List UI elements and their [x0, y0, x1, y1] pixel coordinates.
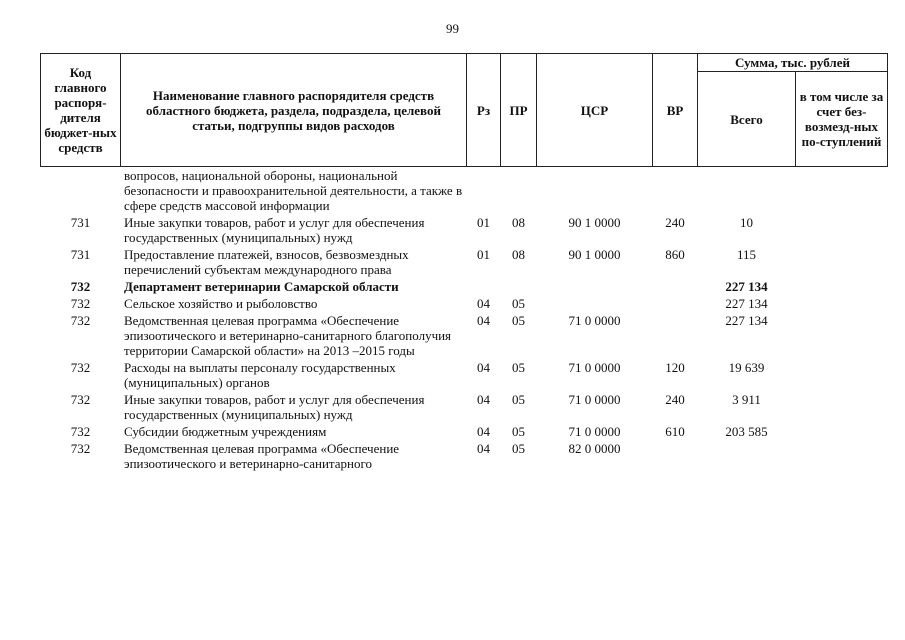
row-code: 732: [70, 296, 91, 311]
row-code: 732: [70, 441, 91, 456]
table-row: [41, 359, 888, 391]
header-rz: Рз: [467, 54, 501, 167]
row-vr: [653, 312, 698, 359]
table-row: [41, 167, 888, 215]
row-name: Иные закупки товаров, работ и услуг для обеспечения государственных (муниципальных) нужд: [124, 215, 425, 245]
row-pr: 05: [512, 441, 525, 456]
row-vr: 240: [665, 392, 685, 407]
row-free: [796, 214, 888, 246]
row-pr: 05: [512, 392, 525, 407]
row-name: Расходы на выплаты персоналу государственных (муниципальных) органов: [124, 360, 396, 390]
table-row: [41, 440, 888, 472]
row-free: [796, 391, 888, 423]
row-rz: 01: [477, 247, 490, 262]
row-pr: 05: [512, 313, 525, 328]
row-total: [698, 440, 796, 472]
table-row: [41, 312, 888, 359]
row-name: Департамент ветеринарии Самарской области: [124, 279, 399, 294]
row-total: 19 639: [728, 360, 765, 375]
row-vr: [653, 278, 698, 295]
table-row: [41, 278, 888, 295]
row-total: 203 585: [725, 424, 768, 439]
row-pr: 05: [512, 296, 525, 311]
row-code: 732: [70, 279, 91, 294]
row-pr: 05: [512, 424, 525, 439]
row-vr: 120: [665, 360, 685, 375]
row-rz: 04: [477, 392, 490, 407]
table-row: [41, 246, 888, 278]
row-pr: [501, 167, 537, 215]
row-csr: [537, 167, 653, 215]
row-name: Ведомственная целевая программа «Обеспечение эпизоотического и ветеринарно-санитарного: [124, 441, 400, 471]
row-total: 3 911: [732, 392, 761, 407]
row-csr: [537, 278, 653, 295]
row-code: 731: [70, 215, 91, 230]
row-rz: 04: [477, 296, 490, 311]
row-csr: 71 0 0000: [568, 313, 621, 328]
row-csr: 71 0 0000: [568, 360, 621, 375]
row-vr: 860: [665, 247, 685, 262]
row-code: 732: [70, 424, 91, 439]
row-free: [796, 295, 888, 312]
row-free: [796, 440, 888, 472]
row-total: 227 134: [725, 296, 768, 311]
row-pr: 05: [512, 360, 525, 375]
row-csr: 90 1 0000: [568, 215, 621, 230]
row-code: [41, 167, 121, 215]
row-vr: 240: [665, 215, 685, 230]
row-total: 227 134: [725, 279, 768, 294]
table-row: [41, 295, 888, 312]
row-total: 10: [740, 215, 753, 230]
row-free: [796, 312, 888, 359]
row-pr: 08: [512, 215, 525, 230]
header-csr: ЦСР: [537, 54, 653, 167]
row-vr: [653, 295, 698, 312]
row-name: Ведомственная целевая программа «Обеспечение эпизоотического и ветеринарно-санитарного благополучия территории Самарской области» на 2013 –2015 годы: [124, 313, 452, 358]
row-rz: [467, 167, 501, 215]
header-code: Код главного распоря-дителя бюджет-ных средств: [41, 54, 121, 167]
row-code: 732: [70, 313, 91, 328]
row-code: 731: [70, 247, 91, 262]
header-vr: ВР: [653, 54, 698, 167]
row-vr: 610: [665, 424, 685, 439]
row-name: Сельское хозяйство и рыболовство: [124, 296, 318, 311]
row-name: вопросов, национальной обороны, национальной безопасности и правоохранительной деятельности, а также в сфере средств массовой информации: [124, 168, 463, 213]
budget-table: [40, 53, 888, 472]
row-csr: 82 0 0000: [568, 441, 621, 456]
row-rz: 01: [477, 215, 490, 230]
row-code: 732: [70, 360, 91, 375]
header-pr: ПР: [501, 54, 537, 167]
row-csr: 71 0 0000: [568, 392, 621, 407]
row-csr: 90 1 0000: [568, 247, 621, 262]
header-name: Наименование главного распорядителя средств областного бюджета, раздела, подраздела, целевой статьи, подгруппы видов расходов: [121, 54, 467, 167]
row-total: [698, 167, 796, 215]
row-free: [796, 423, 888, 440]
row-rz: 04: [477, 360, 490, 375]
row-free: [796, 246, 888, 278]
table-body: [41, 167, 888, 473]
header-free: в том числе за счет без-возмезд-ных по-ступлений: [796, 72, 888, 167]
row-vr: [653, 440, 698, 472]
header-total: Всего: [698, 72, 796, 167]
header-sum: Сумма, тыс. рублей: [698, 54, 888, 72]
row-name: Предоставление платежей, взносов, безвозмездных перечислений субъектам международного права: [124, 247, 409, 277]
row-rz: 04: [477, 313, 490, 328]
row-free: [796, 359, 888, 391]
row-rz: [467, 278, 501, 295]
row-rz: 04: [477, 424, 490, 439]
page-number: 99: [446, 21, 459, 36]
row-name: Субсидии бюджетным учреждениям: [124, 424, 327, 439]
row-pr: [501, 278, 537, 295]
row-rz: 04: [477, 441, 490, 456]
row-name: Иные закупки товаров, работ и услуг для обеспечения государственных (муниципальных) нужд: [124, 392, 425, 422]
row-code: 732: [70, 392, 91, 407]
row-total: 115: [736, 247, 757, 262]
row-pr: 08: [512, 247, 525, 262]
row-free: [796, 278, 888, 295]
row-total: 227 134: [725, 313, 768, 328]
row-vr: [653, 167, 698, 215]
table-row: [41, 391, 888, 423]
row-csr: 71 0 0000: [568, 424, 621, 439]
row-csr: [537, 295, 653, 312]
row-free: [796, 167, 888, 215]
table-row: [41, 423, 888, 440]
table-row: [41, 214, 888, 246]
